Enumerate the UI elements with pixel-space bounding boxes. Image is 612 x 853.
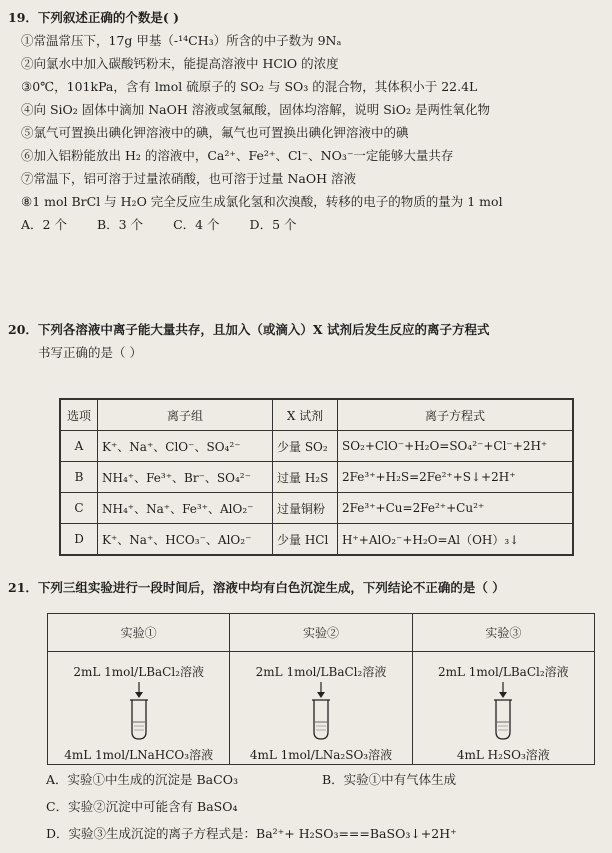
q20-header-ions: 离子组 xyxy=(98,399,273,431)
q19-item-5: ⑤氯气可置换出碘化钾溶液中的碘，氟气也可置换出碘化钾溶液中的碘 xyxy=(21,125,409,140)
q20-row-d-reagent: 少量 HCl xyxy=(273,524,338,556)
q21-option-c[interactable]: C．实验②沉淀中可能含有 BaSO₄ xyxy=(46,799,238,814)
q21-options xyxy=(46,768,606,845)
q21-option-b[interactable]: B．实验①中有气体生成 xyxy=(322,772,457,787)
q20-row-c-equation: 2Fe³⁺+Cu=2Fe²⁺+Cu²⁺ xyxy=(338,493,574,524)
q20-row-b-ions: NH₄⁺、Fe³⁺、Br⁻、SO₄²⁻ xyxy=(98,462,273,493)
q20-row-a-ions: K⁺、Na⁺、ClO⁻、SO₄²⁻ xyxy=(98,431,273,462)
q21-experiment-2-reagent: 2mL 1mol/LBaCl₂溶液 xyxy=(255,665,387,679)
q19-item-2: ②向氯水中加入碳酸钙粉末，能提高溶液中 HClO 的浓度 xyxy=(21,56,339,71)
q21-experiment-2-solution: 4mL 1mol/LNa₂SO₃溶液 xyxy=(249,748,393,762)
question-20-title-line-1: 20．下列各溶液中离子能大量共存，且加入（或滴入）X 试剂后发生反应的离子方程式 xyxy=(8,322,490,337)
q20-row-b-option: B xyxy=(60,462,98,493)
q20-row-d-ions: K⁺、Na⁺、HCO₃⁻、AlO₂⁻ xyxy=(98,524,273,556)
test-tube-icon xyxy=(306,682,336,742)
q21-option-d[interactable]: D．实验③生成沉淀的离子方程式是：Ba²⁺+ H₂SO₃===BaSO₃↓+2H⁺ xyxy=(46,826,457,841)
table-row[interactable] xyxy=(60,493,573,524)
q19-option-c[interactable]: C．4 个 xyxy=(173,217,220,232)
q21-experiment-3-reagent: 2mL 1mol/LBaCl₂溶液 xyxy=(437,665,569,679)
q20-row-d-option: D xyxy=(60,524,98,556)
test-tube-icon xyxy=(488,682,518,742)
q19-option-a[interactable]: A．2 个 xyxy=(21,217,67,232)
q20-row-c-option: C xyxy=(60,493,98,524)
q21-table-diagrams xyxy=(48,652,595,765)
q21-experiment-3-cell xyxy=(412,652,594,765)
q21-options-row-1 xyxy=(46,768,606,791)
question-20 xyxy=(8,318,608,364)
q20-table-header xyxy=(60,399,573,431)
q19-option-d[interactable]: D．5 个 xyxy=(249,217,297,232)
q20-row-a-option: A xyxy=(60,431,98,462)
q20-table xyxy=(59,398,574,556)
question-19-title: 19．下列叙述正确的个数是( ) xyxy=(8,10,180,25)
q21-table-header xyxy=(48,614,595,652)
q21-experiment-2-title: 实验② xyxy=(230,614,412,652)
q20-row-b-reagent: 过量 H₂S xyxy=(273,462,338,493)
question-19 xyxy=(8,6,608,236)
table-row[interactable] xyxy=(60,431,573,462)
q19-item-1: ①常温常压下，17g 甲基（-¹⁴CH₃）所含的中子数为 9Nₐ xyxy=(21,33,342,48)
q21-experiment-1-cell xyxy=(48,652,230,765)
q20-row-a-equation: SO₂+ClO⁻+H₂O=SO₄²⁻+Cl⁻+2H⁺ xyxy=(338,431,574,462)
q21-experiment-table xyxy=(47,613,595,765)
q21-experiment-3-title: 实验③ xyxy=(412,614,594,652)
q20-row-c-reagent: 过量铜粉 xyxy=(273,493,338,524)
table-row[interactable] xyxy=(60,462,573,493)
test-tube-icon xyxy=(124,682,154,742)
q20-row-a-reagent: 少量 SO₂ xyxy=(273,431,338,462)
q20-row-b-equation: 2Fe³⁺+H₂S=2Fe²⁺+S↓+2H⁺ xyxy=(338,462,574,493)
q20-row-d-equation: H⁺+AlO₂⁻+H₂O=Al（OH）₃↓ xyxy=(338,524,574,556)
q21-experiment-1-reagent: 2mL 1mol/LBaCl₂溶液 xyxy=(73,665,205,679)
q21-experiment-3-solution: 4mL H₂SO₃溶液 xyxy=(456,748,550,762)
question-21 xyxy=(8,576,608,599)
q20-header-equation: 离子方程式 xyxy=(338,399,574,431)
q21-experiment-2-cell xyxy=(230,652,412,765)
q19-item-4: ④向 SiO₂ 固体中滴加 NaOH 溶液或氢氟酸，固体均溶解，说明 SiO₂ 是两性氧化物 xyxy=(21,102,491,117)
q20-header-option: 选项 xyxy=(60,399,98,431)
q19-item-8: ⑧1 mol BrCl 与 H₂O 完全反应生成氯化氢和次溴酸，转移的电子的物质的量为 1 mol xyxy=(21,194,503,209)
q19-item-6: ⑥加入铝粉能放出 H₂ 的溶液中，Ca²⁺、Fe²⁺、Cl⁻、NO₃⁻一定能够大量共存 xyxy=(21,148,454,163)
q19-item-3: ③0℃，101kPa，含有 lmol 硫原子的 SO₂ 与 SO₃ 的混合物，其体积小于 22.4L xyxy=(21,79,478,94)
q21-experiment-1-title: 实验① xyxy=(48,614,230,652)
question-20-title-line-2: 书写正确的是（ ） xyxy=(38,345,142,360)
q20-header-reagent: X 试剂 xyxy=(273,399,338,431)
q21-option-a[interactable]: A．实验①中生成的沉淀是 BaCO₃ xyxy=(46,772,238,787)
q20-row-c-ions: NH₄⁺、Na⁺、Fe³⁺、AlO₂⁻ xyxy=(98,493,273,524)
q19-option-b[interactable]: B．3 个 xyxy=(96,217,144,232)
q19-options xyxy=(8,213,608,236)
q21-experiment-1-solution: 4mL 1mol/LNaHCO₃溶液 xyxy=(64,748,214,762)
question-21-title: 21．下列三组实验进行一段时间后，溶液中均有白色沉淀生成，下列结论不正确的是（ ） xyxy=(8,580,505,595)
table-row[interactable] xyxy=(60,524,573,556)
q19-item-7: ⑦常温下，铝可溶于过量浓硝酸，也可溶于过量 NaOH 溶液 xyxy=(21,171,356,186)
